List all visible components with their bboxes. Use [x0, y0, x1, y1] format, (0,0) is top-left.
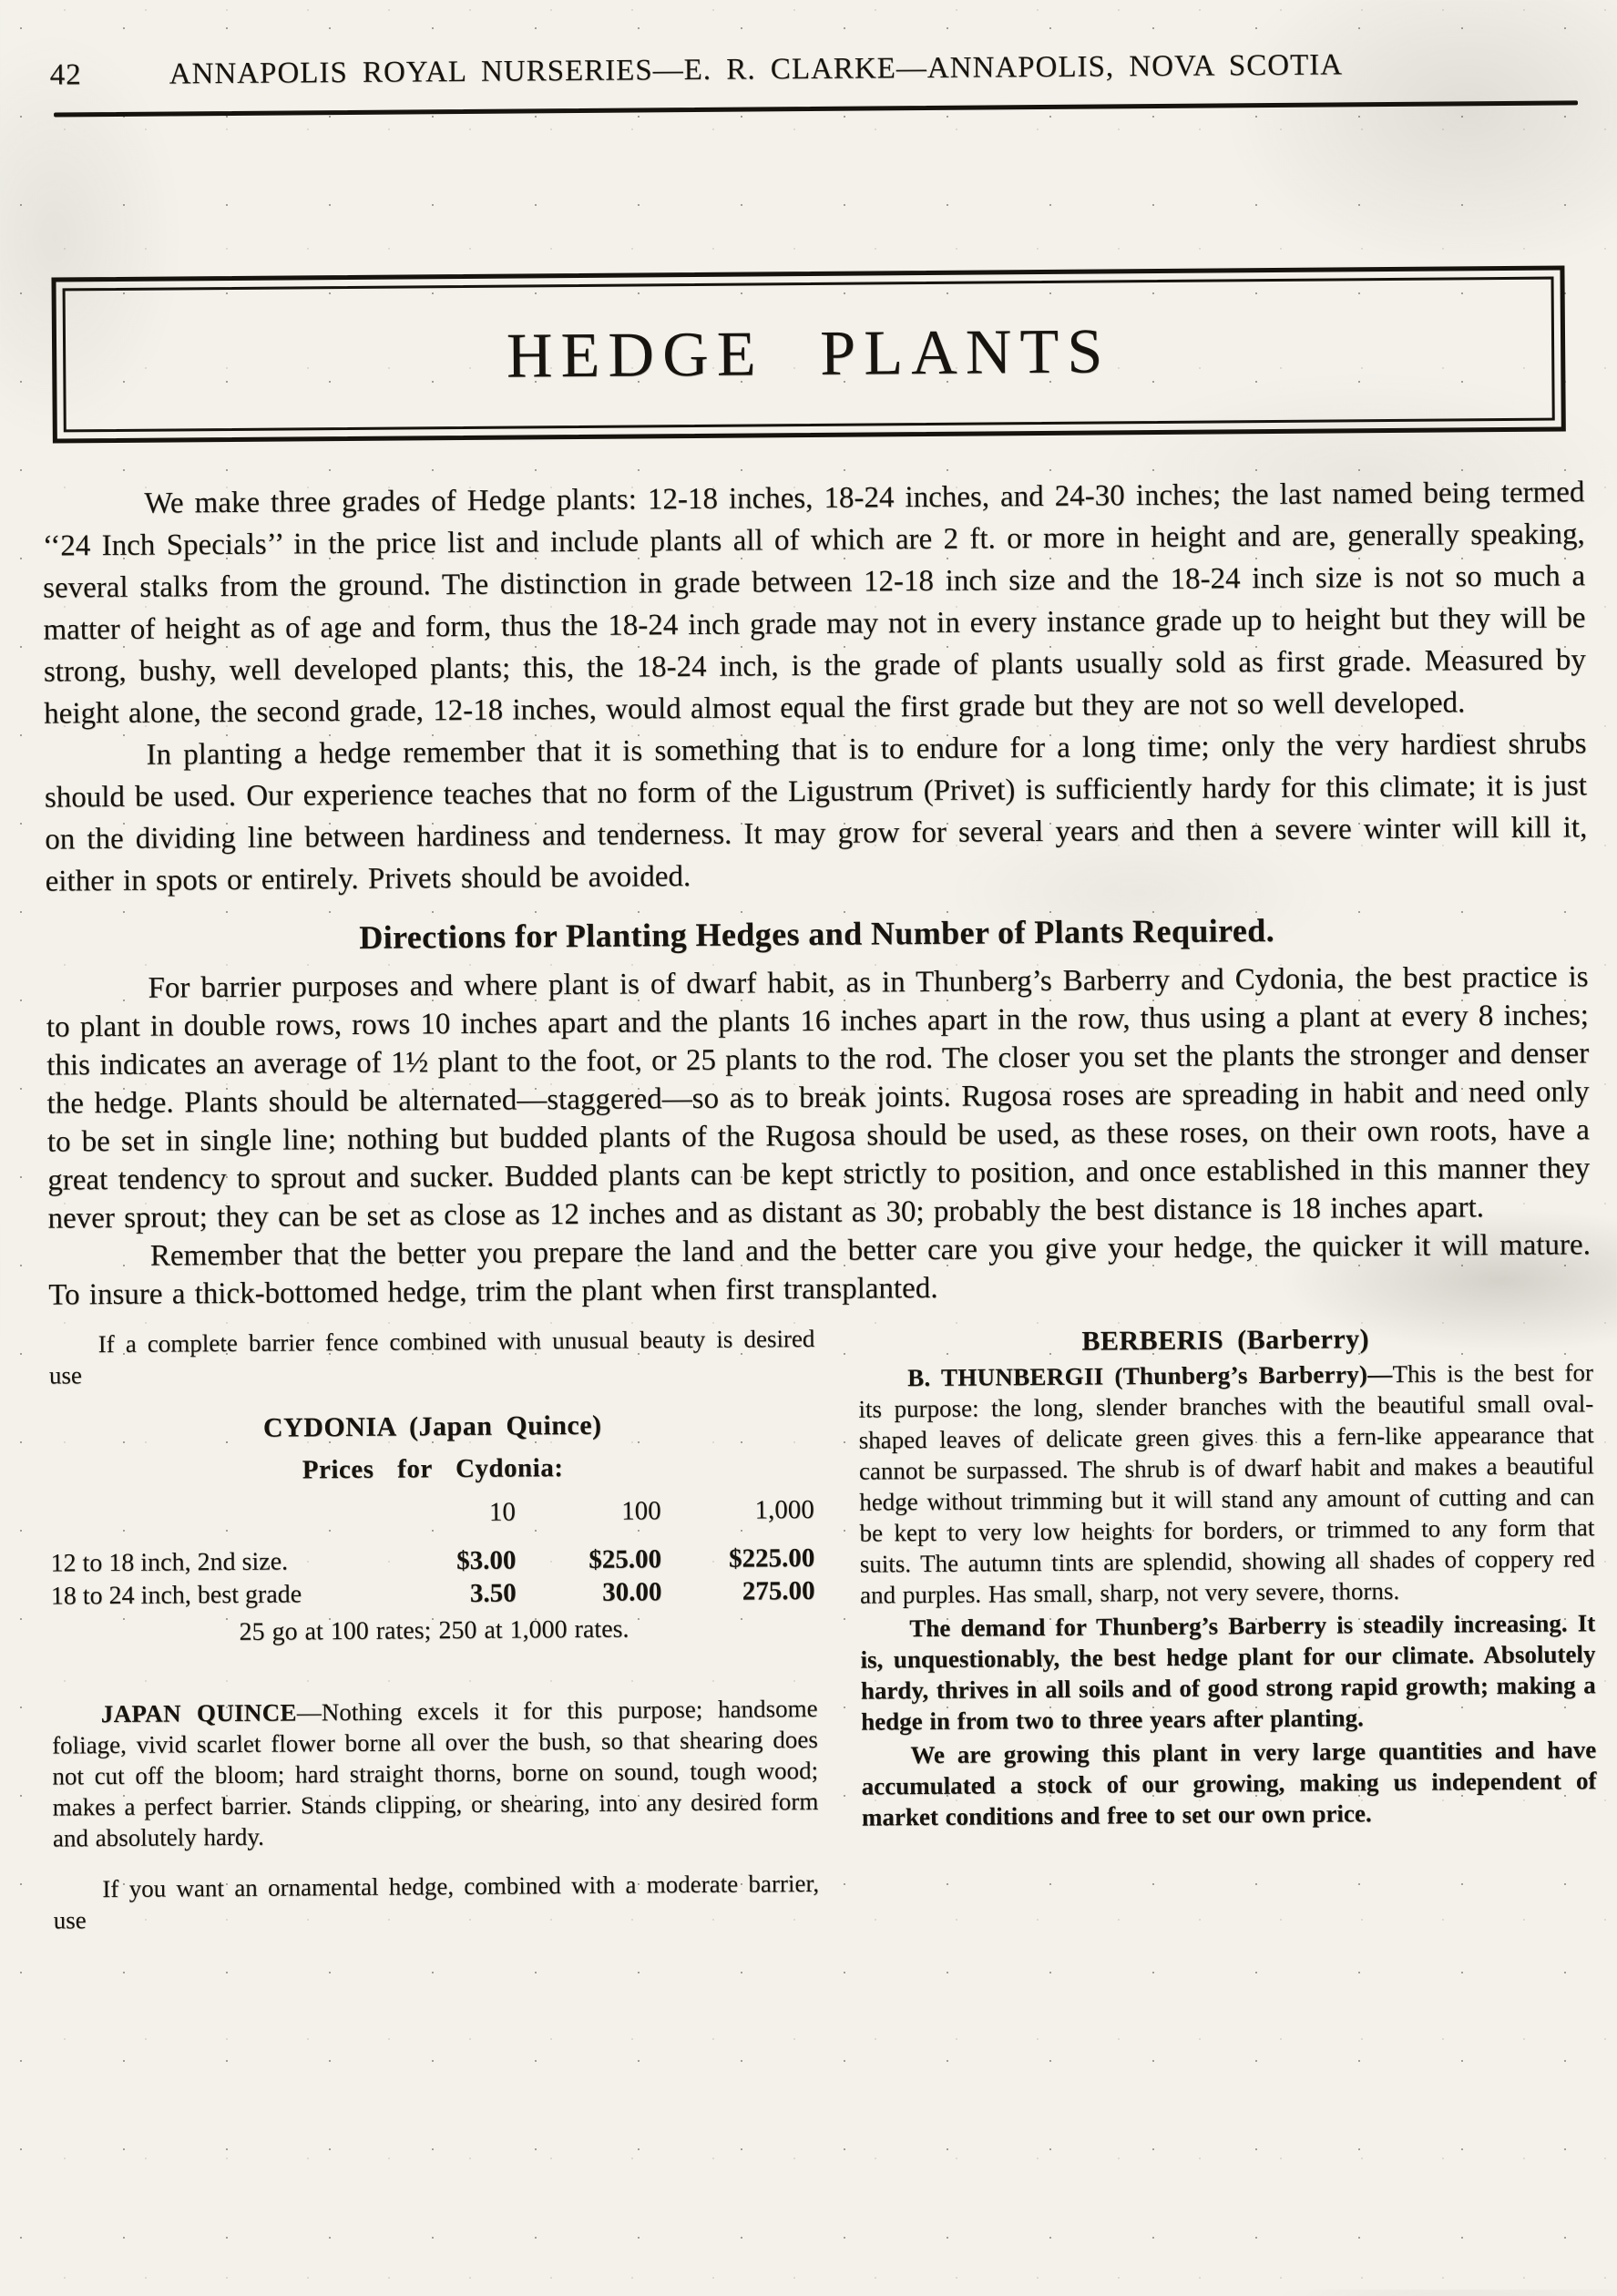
body-text — [42, 471, 1591, 1314]
japan-quince-lead: JAPAN QUINCE — [100, 1698, 297, 1728]
rate-note: 25 go at 100 rates; 250 at 1,000 rates. — [239, 1614, 629, 1646]
page-title: HEDGE PLANTS — [506, 316, 1111, 392]
price-cell: $3.00 — [455, 1545, 517, 1576]
price-col-header-10: 10 — [488, 1497, 517, 1527]
cydonia-price-table — [50, 1494, 817, 1614]
directions-paragraph-2: Remember that the better you prepare the land and the better care you give your hedge, the quicker it will mature. To insure a thick-bottomed hedge, trim the plant when first transplanted. — [48, 1228, 1591, 1312]
demand-paragraph: The demand for Thunberg’s Barberry is steadily increasing. It is, unquestionably, the best hedge plant for our climate. Absolutely hardy, thrives in all soils and of good strong rapid growth; making a hedge in from two to three years after planting. — [860, 1609, 1596, 1736]
header-rule — [54, 100, 1578, 117]
directions-heading: Directions for Planting Hedges and Number of Plants Required. — [359, 911, 1275, 956]
japan-quince-body: —Nothing excels it for this purpose; handsome foliage, vivid scarlet flower borne all over the bush, so that shearing does not cut off the bloom; hard straight thorns, borne on sound, tough wood; makes a perfect barrier. Stands clipping, or shearing, into any desired form and absolutely hardy. — [52, 1694, 819, 1852]
price-col-header-1000: 1,000 — [754, 1494, 814, 1525]
berberis-heading: BERBERIS (Barberry) — [1081, 1324, 1370, 1357]
page-number: 42 — [49, 58, 82, 92]
price-cell: 3.50 — [469, 1578, 517, 1608]
running-header: ANNAPOLIS ROYAL NURSERIES—E. R. CLARKE—ANNAPOLIS, NOVA SCOTIA — [169, 48, 1344, 91]
stock-paragraph: We are growing this plant in very large quantities and have accumulated a stock of our growing, making us independent of market conditions and free to set our own price. — [861, 1736, 1597, 1831]
left-column — [49, 1323, 820, 1936]
intro-paragraph-1: We make three grades of Hedge plants: 12-18 inches, 18-24 inches, and 24-30 inches; the last named being termed ‘‘24 Inch Specials’’ in the price list and include plants all of which are 2 ft. or more in height and are, generally speaking, several stalks from the ground. The distinction in grade between 12-18 inch size and the 18-24 inch size is not so much a matter of height as of age and form, thus the 18-24 inch grade may not in every instance grade up to height but they will be strong, bushy, well developed plants; this, the 18-24 inch, is the grade of plants usually sold as first grade. Measured by height alone, the second grade, 12-18 inches, would almost equal the first grade but they are not so well developed. — [42, 476, 1586, 731]
page-header — [39, 46, 1583, 92]
cydonia-intro: If a complete barrier fence combined with unusual beauty is desired use — [48, 1324, 815, 1389]
thunbergii-lead: B. THUNBERGII (Thunberg’s Barberry)— — [907, 1359, 1393, 1392]
price-row-label: 18 to 24 inch, best grade — [50, 1580, 302, 1611]
prices-heading: Prices for Cydonia: — [302, 1453, 564, 1485]
price-table-header-row — [50, 1494, 816, 1548]
price-cell: 275.00 — [742, 1575, 815, 1606]
japan-quince-paragraph — [52, 1693, 819, 1854]
ornamental-hedge-outro: If you want an ornamental hedge, combined with a moderate barrier, use — [53, 1869, 820, 1934]
price-row-18-24 — [51, 1574, 817, 1614]
right-column — [858, 1317, 1598, 1929]
cydonia-heading: CYDONIA (Japan Quince) — [262, 1409, 602, 1443]
two-column-section — [49, 1317, 1598, 1935]
title-box-inner — [63, 277, 1555, 433]
title-box — [51, 265, 1565, 443]
intro-paragraph-2: In planting a hedge remember that it is something that is to endure for a long time; only the very hardiest shrubs should be used. Our experience teaches that no form of the Ligustrum (Privet) is sufficiently hardy for this climate; it is just on the dividing line between hardiness and tenderness. It may grow for several years and then a severe winter will kill it, either in spots or entirely. Privets should be avoided. — [44, 727, 1588, 898]
price-cell: $25.00 — [588, 1544, 662, 1574]
price-row-label: 12 to 18 inch, 2nd size. — [50, 1547, 289, 1578]
price-cell: 30.00 — [602, 1577, 662, 1607]
price-col-header-100: 100 — [621, 1496, 661, 1526]
directions-paragraph-1: For barrier purposes and where plant is of dwarf habit, as in Thunberg’s Barberry and Cydonia, the best practice is to plant in double rows, rows 10 inches apart and the plants 16 inches apart in the row, thus using a plant at every 8 inches; this indicates an average of 1½ plant to the foot, or 25 plants to the rod. The closer you set the plants the stronger and denser the hedge. Plants should be alternated—staggered—so as to break joints. Rugosa roses are spreading in habit and need only to be set in single line; nothing but budded plants of the Rugosa should be used, as these roses, on their own roots, have a great tendency to sprout and sucker. Budded plants can be kept strictly to position, and once established in this manner they never sprout; they can be set as close as 12 inches and as distant as 30; probably the best distance is 18 inches apart. — [46, 960, 1591, 1235]
price-col-spacer — [50, 1498, 387, 1548]
price-cell: $225.00 — [728, 1543, 815, 1573]
thunbergii-body: This is the best for its purpose: the long, slender branches with the beautiful small oval-shaped leaves of delicate green gives this a fern-like appearance that cannot be surpassed. The shrub is of dwarf habit and makes a beautiful hedge without trimming but it will stand any amount of cutting and can be kept to very low heights for borders, or trimmed to any form that suits. The autumn tints are splendid, showing all shades of coppery red and purples. Has small, sharp, not very severe, thorns. — [858, 1358, 1595, 1609]
thunbergii-paragraph — [858, 1357, 1595, 1610]
